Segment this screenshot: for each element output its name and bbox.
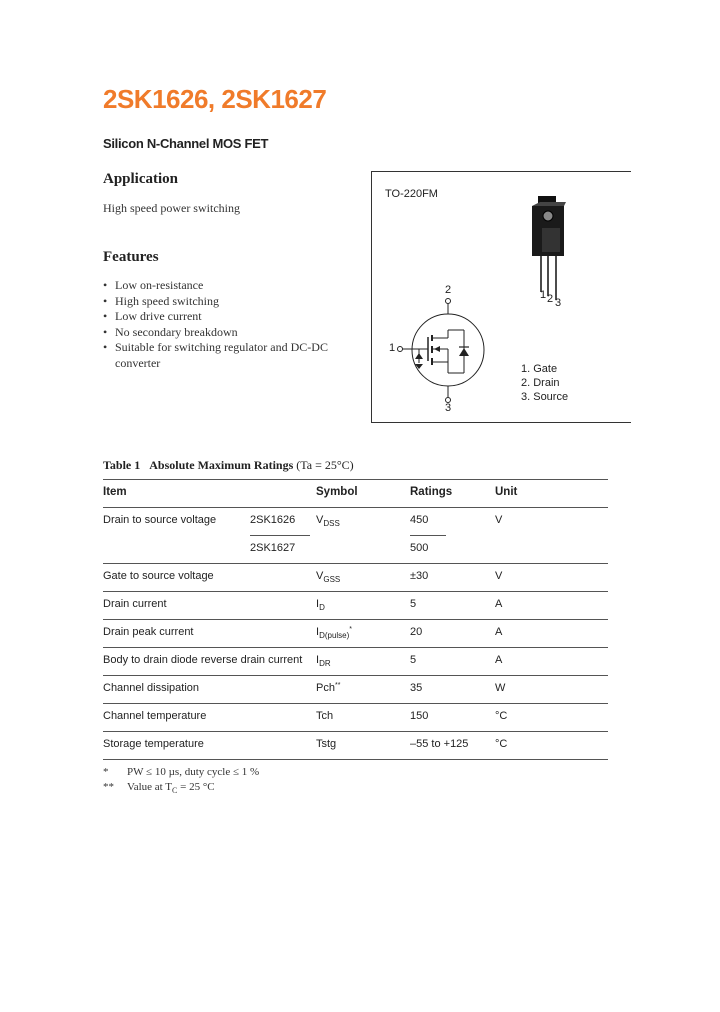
table-row-rating: ±30	[410, 570, 429, 582]
footnote-1: * PW ≤ 10 µs, duty cycle ≤ 1 %	[103, 766, 260, 778]
pin-label-2: 2	[547, 293, 554, 305]
table-row-rating: 5	[410, 654, 417, 666]
table-row-rating: 150	[410, 710, 429, 722]
table-row-unit: A	[495, 626, 503, 638]
header-item: Item	[103, 486, 127, 498]
legend-drain: 2. Drain	[521, 377, 560, 389]
table-row-item: Drain peak current	[103, 626, 194, 638]
table-row-unit: V	[495, 514, 503, 526]
pin-label-1: 1	[540, 289, 547, 301]
pin-legend	[521, 362, 568, 404]
table-row-item: Channel temperature	[103, 710, 207, 722]
package-drawing	[522, 188, 582, 308]
subtitle: Silicon N-Channel MOS FET	[103, 136, 269, 151]
legend-gate: 1. Gate	[521, 363, 558, 375]
table-row-variant: 2SK1627	[250, 542, 296, 554]
page-title: 2SK1626, 2SK1627	[103, 84, 327, 114]
table-row-item: Gate to source voltage	[103, 570, 214, 582]
table-row-rating: 5	[410, 598, 417, 610]
package-box	[371, 171, 631, 423]
footnote-2: ** Value at $T_C = 25$ °C	[103, 781, 215, 795]
table-row-unit: A	[495, 654, 503, 666]
table-row-item: Channel dissipation	[103, 682, 200, 694]
table-row-symbol: $V_{GSS}$	[316, 570, 341, 584]
header-ratings: Ratings	[410, 486, 453, 498]
table-row-unit: W	[495, 682, 506, 694]
feature-item: • High speed switching	[103, 294, 343, 310]
table-row-item: Storage temperature	[103, 738, 204, 750]
table-row-unit: V	[495, 570, 503, 582]
table-row-unit: °C	[495, 738, 508, 750]
application-text: High speed power switching	[103, 201, 240, 215]
table-row-symbol: Pch**	[316, 682, 341, 694]
table-row-variant: 2SK1626	[250, 514, 296, 526]
feature-item: • No secondary breakdown	[103, 325, 343, 341]
feature-item: • Suitable for switching regulator and DC-DC	[103, 340, 343, 356]
table-row-item: Drain to source voltage	[103, 514, 217, 526]
table-row-symbol: $V_{DSS}$	[316, 514, 340, 528]
application-heading: Application	[103, 171, 179, 187]
table-row-rating: 450	[410, 514, 429, 526]
table-row-symbol: Tstg	[316, 738, 337, 750]
symbol-pin-source: 3	[445, 402, 452, 414]
table-row-item: Body to drain diode reverse drain current	[103, 654, 303, 666]
symbol-pin-drain: 2	[445, 284, 452, 296]
mosfet-symbol	[392, 297, 512, 407]
header-symbol: Symbol	[316, 486, 358, 498]
table-row-symbol: $I_{DR}$	[316, 654, 331, 668]
header-unit: Unit	[495, 486, 518, 498]
feature-item: • Low on-resistance	[103, 278, 343, 294]
table-row-rating: 20	[410, 626, 423, 638]
table-row-rating: –55 to +125	[410, 738, 469, 750]
table-row-symbol: $I_D$	[316, 598, 325, 612]
symbol-pin-gate: 1	[389, 342, 396, 354]
table-row-symbol: Tch	[316, 710, 334, 722]
table-row-rating: 35	[410, 682, 423, 694]
pin-label-3: 3	[555, 297, 562, 309]
features-list	[103, 278, 343, 371]
feature-item: • Low drive current	[103, 309, 343, 325]
table-row-unit: °C	[495, 710, 508, 722]
table-row-item: Drain current	[103, 598, 167, 610]
feature-item-continuation: converter	[115, 355, 161, 370]
features-heading: Features	[103, 249, 159, 265]
legend-source: 3. Source	[521, 391, 569, 403]
package-name: TO-220FM	[385, 188, 438, 200]
table-row-unit: A	[495, 598, 503, 610]
table-caption: Table 1 Absolute Maximum Ratings (Ta = 25°C)	[103, 458, 354, 472]
table-row-symbol: $I_{D(pulse)}^*$	[316, 626, 353, 640]
table-row-rating: 500	[410, 542, 429, 554]
